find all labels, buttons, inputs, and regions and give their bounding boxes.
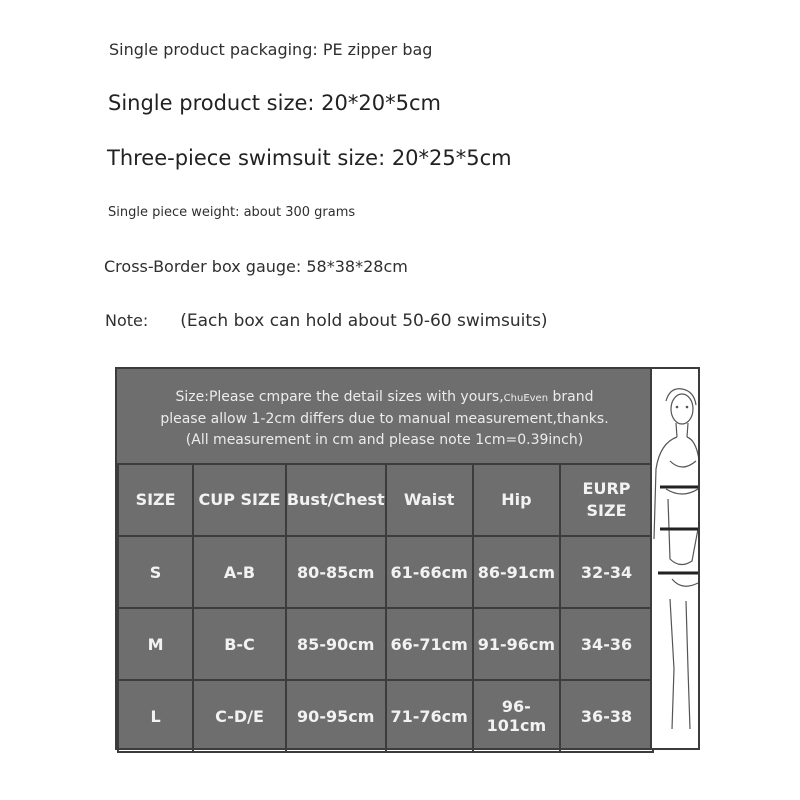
cell-bust: 85-90cm [286, 608, 386, 680]
table-header-row [118, 464, 653, 536]
size-chart-header [117, 369, 654, 465]
note-text: (Each box can hold about 50-60 swimsuits) [180, 311, 548, 331]
col-header-hip: Hip [473, 464, 560, 536]
col-header-size: SIZE [118, 464, 193, 536]
cell-size: L [118, 680, 193, 752]
header-line-3: (All measurement in cm and please note 1cm=0.39inch) [185, 432, 584, 448]
cell-eurp-size: 34-36 [560, 608, 653, 680]
cell-eurp-size: 32-34 [560, 536, 653, 608]
table-row [118, 680, 653, 752]
col-header-waist: Waist [386, 464, 473, 536]
cell-cup-size: B-C [193, 608, 286, 680]
cell-size: S [118, 536, 193, 608]
weight-line: Single piece weight: about 300 grams [108, 205, 356, 220]
note-label: Note: [105, 311, 149, 330]
packaging-line: Single product packaging: PE zipper bag [109, 40, 433, 59]
product-size-line: Single product size: 20*20*5cm [108, 91, 441, 115]
cell-waist: 71-76cm [386, 680, 473, 752]
size-table [117, 463, 654, 753]
header-line-2: please allow 1-2cm differs due to manual measurement,thanks. [160, 411, 609, 427]
col-header-eurp-size [560, 464, 653, 536]
table-row [118, 608, 653, 680]
note-line [105, 311, 548, 331]
cell-waist: 66-71cm [386, 608, 473, 680]
box-gauge-line: Cross-Border box gauge: 58*38*28cm [104, 257, 408, 276]
col-header-bust: Bust/Chest [286, 464, 386, 536]
cell-cup-size: C-D/E [193, 680, 286, 752]
cell-hip: 96-101cm [473, 680, 560, 752]
swimsuit-size-line: Three-piece swimsuit size: 20*25*5cm [107, 146, 512, 170]
eurp-size-label: EURP SIZE [582, 479, 631, 520]
cell-cup-size: A-B [193, 536, 286, 608]
cell-eurp-size: 36-38 [560, 680, 653, 752]
header-line-1-end: brand [548, 389, 594, 405]
cell-waist: 61-66cm [386, 536, 473, 608]
cell-bust: 80-85cm [286, 536, 386, 608]
cell-hip: 86-91cm [473, 536, 560, 608]
col-header-cup-size: CUP SIZE [193, 464, 286, 536]
cell-hip: 91-96cm [473, 608, 560, 680]
cell-bust: 90-95cm [286, 680, 386, 752]
cell-size: M [118, 608, 193, 680]
body-measurement-figure-icon [650, 369, 698, 748]
brand-name: ChuEven [503, 393, 549, 404]
header-line-1-text: Size:Please cmpare the detail sizes with yours, [175, 389, 504, 405]
size-chart [115, 367, 700, 750]
table-row [118, 536, 653, 608]
header-line-1 [117, 387, 652, 409]
